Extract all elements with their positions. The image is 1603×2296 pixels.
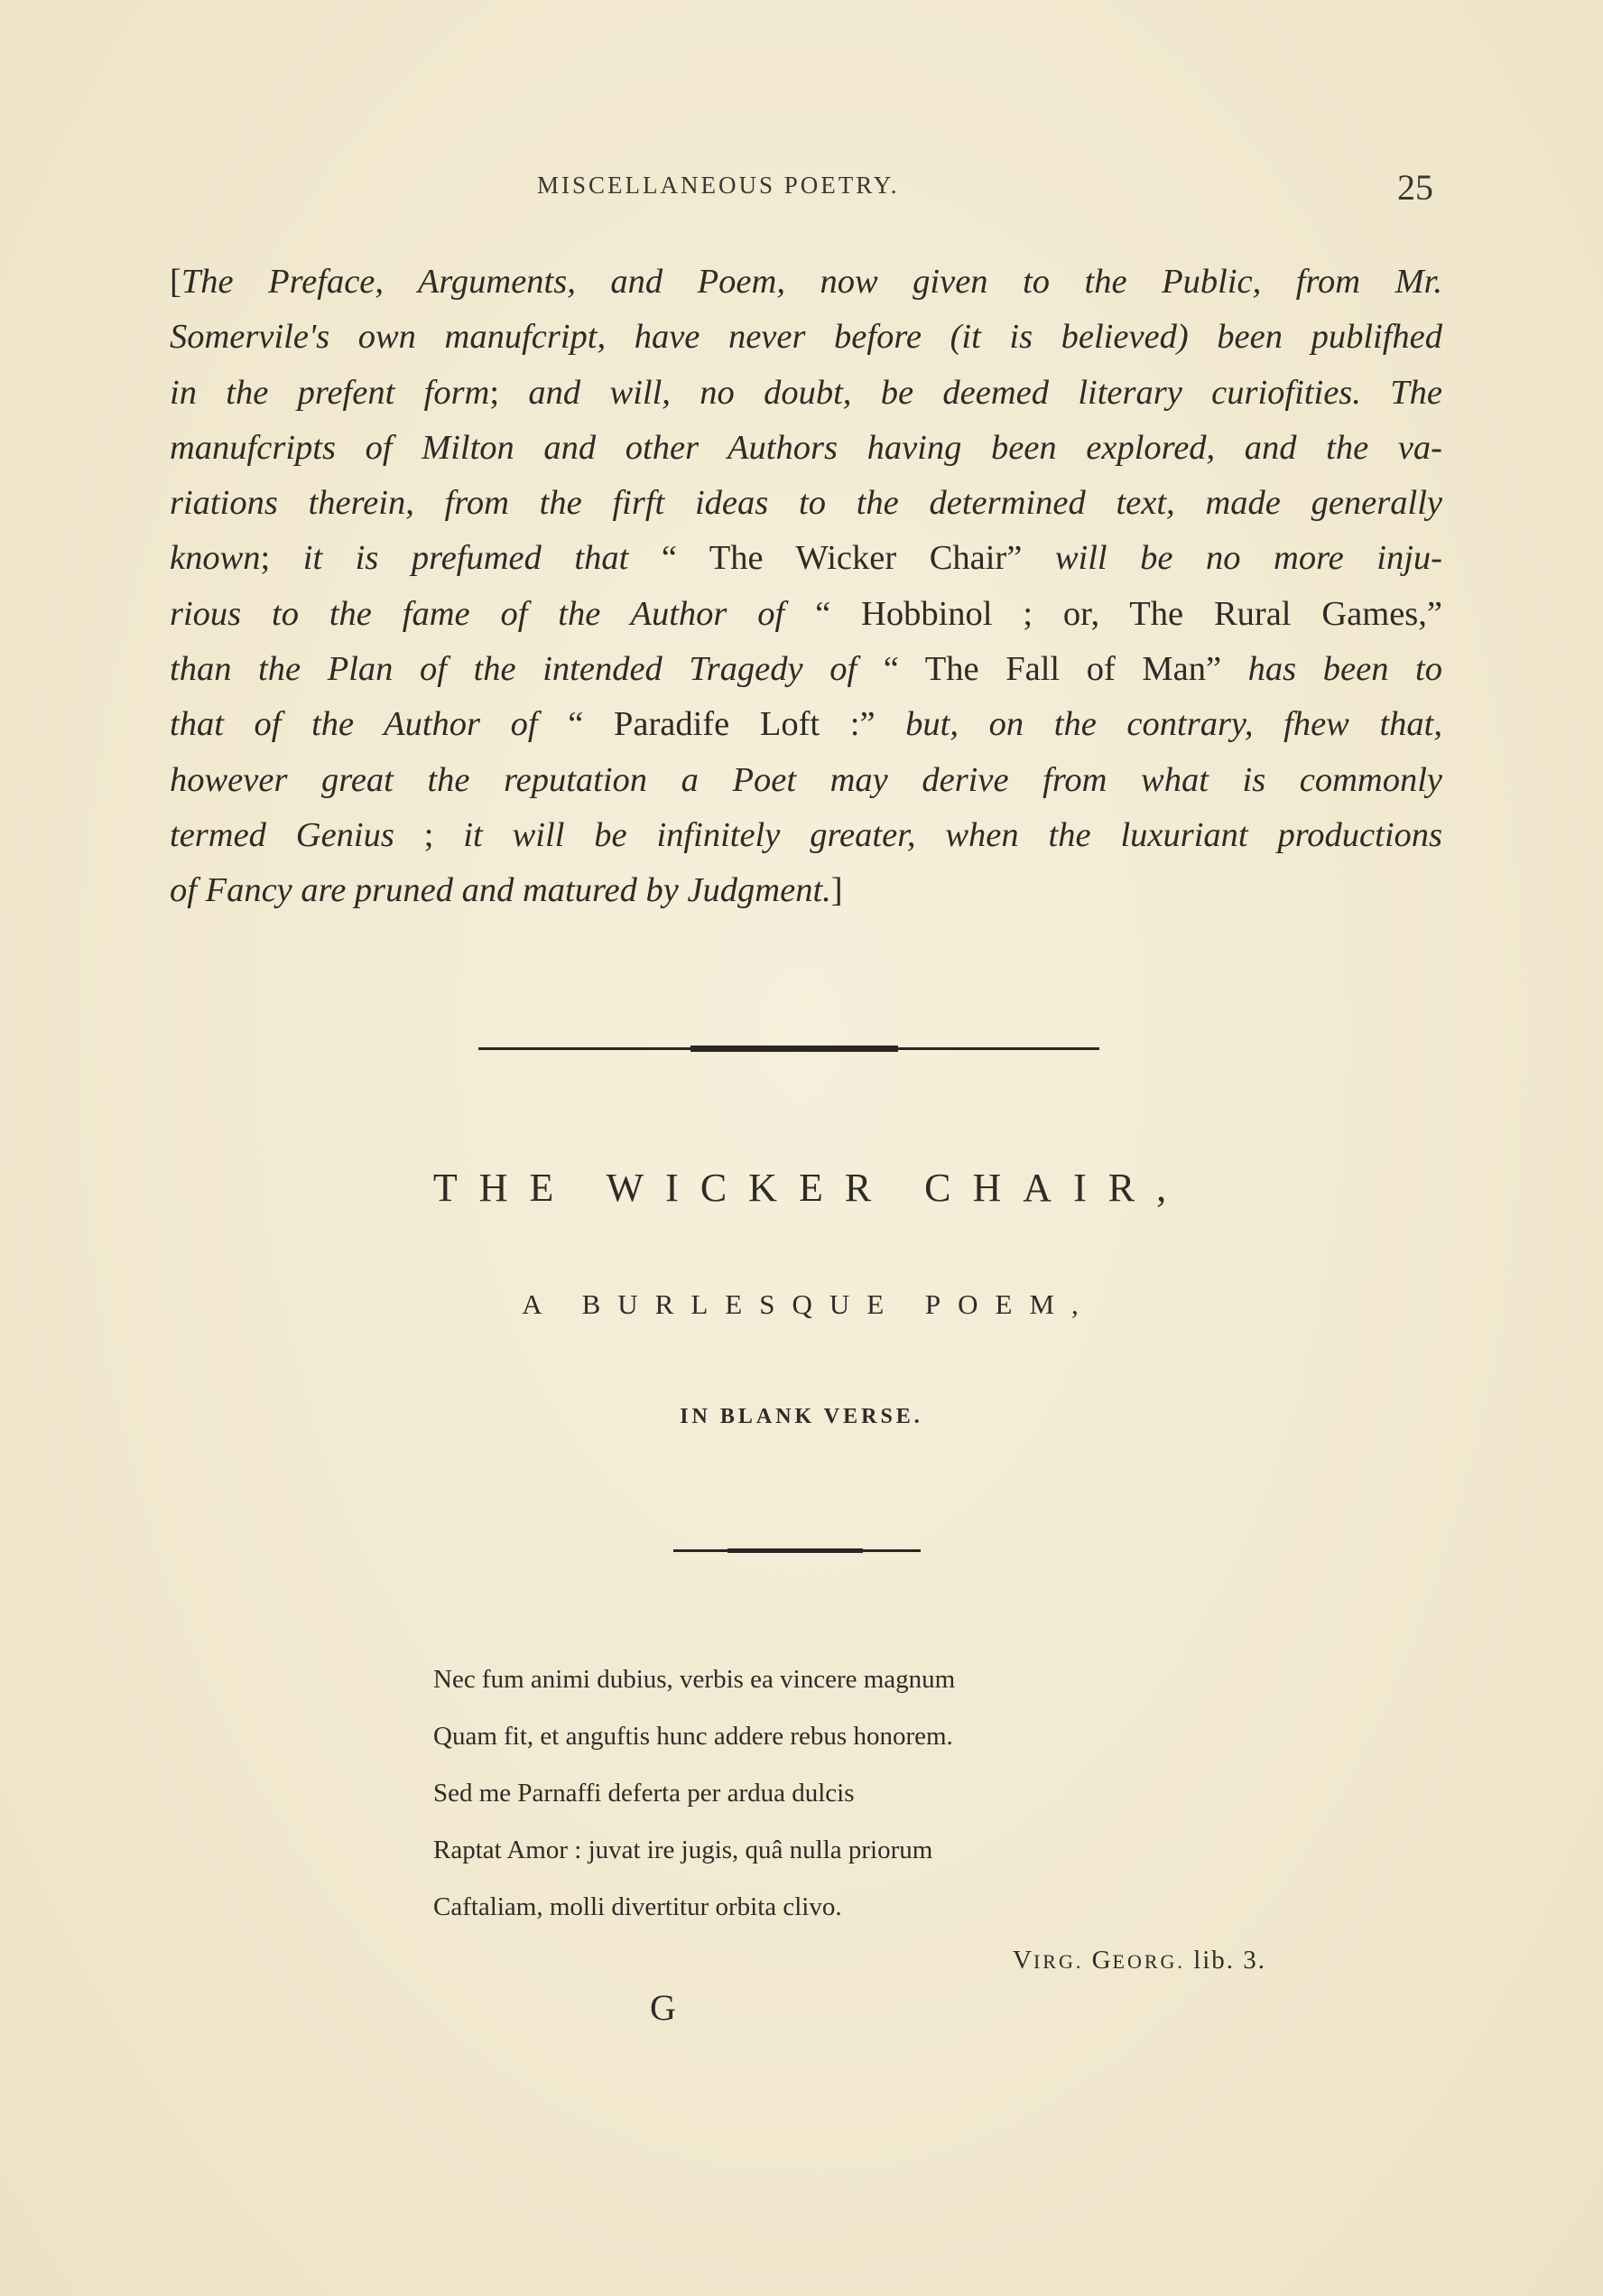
note-line	[170, 808, 1442, 863]
editorial-note	[170, 255, 1442, 919]
note-line	[170, 421, 1442, 476]
signature-mark: G	[650, 1987, 676, 2028]
verse-form-label: IN BLANK VERSE.	[680, 1405, 923, 1428]
note-segment: [	[170, 263, 181, 301]
note-segment: ]	[830, 871, 843, 910]
epigraph-line: Caftaliam, molli divertitur orbita clivo.	[433, 1892, 842, 1921]
short-rule	[673, 1549, 921, 1552]
note-segment: “ The Fall of Man”	[883, 650, 1222, 689]
running-title: MISCELLANEOUS POETRY.	[537, 172, 900, 199]
note-line	[170, 255, 1442, 310]
note-line	[170, 697, 1442, 752]
note-line	[170, 531, 1442, 586]
note-line	[170, 587, 1442, 642]
note-segment: manufcripts of Milton and other Authors having been explored, and the va-	[170, 428, 1442, 467]
note-line	[170, 476, 1442, 531]
note-segment: than the Plan of the intended Tragedy of	[170, 650, 884, 689]
poem-title: THE WICKER CHAIR,	[432, 1166, 1189, 1210]
note-segment: in the prefent form	[170, 373, 490, 412]
note-line	[170, 642, 1442, 697]
note-segment: rious to the fame of the Author of	[170, 594, 816, 633]
note-segment: known	[170, 539, 261, 578]
note-line	[170, 366, 1442, 421]
note-segment: “ Hobbinol ; or, The Rural Games,”	[815, 594, 1442, 633]
note-line	[170, 863, 1442, 918]
note-segment: of Fancy are pruned and matured by Judgment.	[170, 871, 831, 910]
author-initial: V	[1013, 1946, 1033, 1975]
epigraph-line: Quam fit, et anguftis hunc addere rebus honorem.	[433, 1722, 953, 1751]
note-segment: it is prefumed that	[302, 539, 662, 578]
epigraph-line: Nec fum animi dubius, verbis ea vincere magnum	[433, 1665, 956, 1694]
epigraph-attribution	[1013, 1946, 1266, 1975]
work-name: EORG.	[1112, 1950, 1185, 1973]
epigraph	[433, 1651, 955, 1936]
book-reference: lib. 3.	[1193, 1946, 1267, 1975]
work-initial: G	[1091, 1946, 1113, 1975]
ornamental-rule	[478, 1047, 1099, 1050]
note-segment: “ The Wicker Chair”	[661, 539, 1023, 578]
note-segment: it will be infinitely greater, when the luxuriant productions	[463, 815, 1443, 854]
epigraph-line: Sed me Parnaffi deferta per ardua dulcis	[433, 1779, 855, 1808]
note-segment: riations therein, from the firft ideas to the determined text, made generally	[170, 484, 1442, 523]
note-segment: has been to	[1221, 650, 1443, 689]
note-segment: however great the reputation a Poet may derive from what is commonly	[170, 760, 1442, 799]
note-segment: that of the Author of	[170, 705, 569, 744]
page-number: 25	[1397, 167, 1433, 208]
poem-subtitle: A BURLESQUE POEM,	[522, 1288, 1096, 1320]
note-segment: will be no more inju-	[1022, 539, 1442, 578]
note-segment: The Preface, Arguments, and Poem, now given to the Public, from Mr.	[181, 263, 1442, 301]
note-segment: ;	[489, 373, 529, 412]
note-segment: ;	[260, 539, 303, 578]
author-name: IRG.	[1033, 1950, 1084, 1973]
note-segment: ;	[394, 815, 464, 854]
note-line	[170, 753, 1442, 808]
note-segment: termed Genius	[170, 815, 394, 854]
epigraph-line: Raptat Amor : juvat ire jugis, quâ nulla priorum	[433, 1836, 933, 1864]
note-segment: and will, no doubt, be deemed literary curiofities. The	[528, 373, 1443, 412]
note-line	[170, 310, 1442, 365]
note-segment: Somervile's own manufcript, have never before (it is believed) been publifhed	[170, 318, 1442, 357]
note-segment: “ Paradife Loft :”	[568, 705, 876, 744]
note-segment: but, on the contrary, fhew that,	[875, 705, 1443, 744]
